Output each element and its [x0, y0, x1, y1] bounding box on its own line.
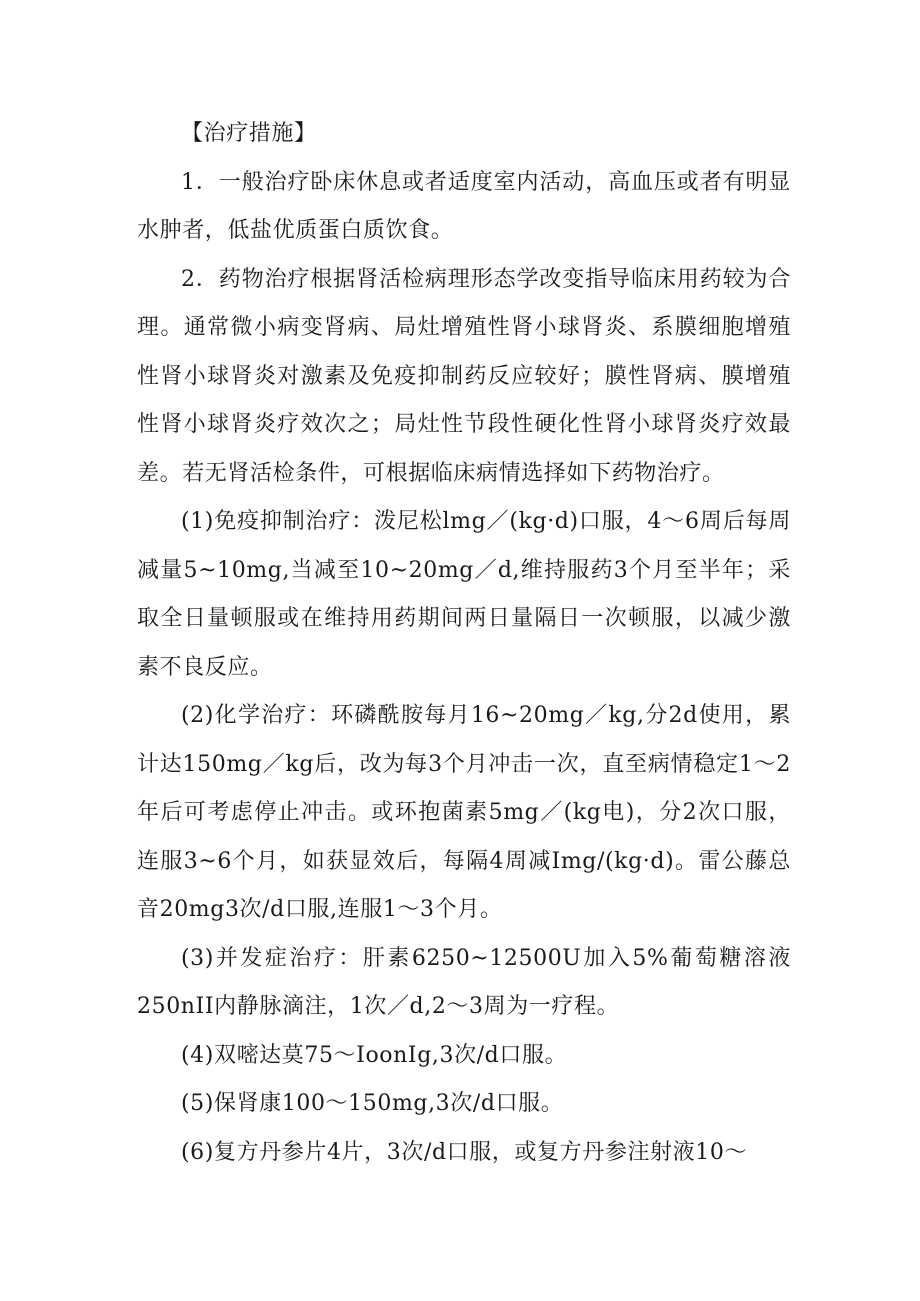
document-body [137, 110, 791, 1177]
paragraph-general-treatment: 1．一般治疗卧床休息或者适度室内活动，高血压或者有明显水肿者，低盐优质蛋白质饮食。 [137, 169, 791, 243]
paragraph-danshen: (6)复方丹参片4片，3次/d口服，或复方丹参注射液10～ [181, 1139, 748, 1165]
section-heading: 【治疗措施】 [181, 121, 317, 146]
paragraph-complications: (3)并发症治疗：肝素6250~12500U加入5%葡萄糖溶液250nII内静脉滴注，1次／d,2～3周为一疗程。 [137, 945, 791, 1019]
paragraph-dipyridamole: (4)双嘧达莫75～IoonIg,3次/d口服。 [181, 1042, 568, 1068]
paragraph-baoshenkang: (5)保肾康100～150mg,3次/d口服。 [181, 1091, 564, 1116]
paragraph-drug-treatment: 2．药物治疗根据肾活检病理形态学改变指导临床用药较为合理。通常微小病变肾病、局灶增殖性肾小球肾炎、系膜细胞增殖性肾小球肾炎对激素及免疫抑制药反应较好；膜性肾病、膜增殖性肾小球肾炎疗效次之；局灶性节段性硬化性肾小球肾炎疗效最差。若无肾活检条件，可根据临床病情选择如下药物治疗。 [137, 266, 791, 486]
paragraph-chemotherapy: (2)化学治疗：环磷酰胺每月16~20mg／kg,分2d使用，累计达150mg／kg后，改为每3个月冲击一次，直至病情稳定1～2年后可考虑停止冲击。或环抱菌素5mg／(kg电)，分2次口服，连服3~6个月，如获显效后，每隔4周减Img/(kg·d)。雷公藤总音20mg3次/d口服,连服1～3个月。 [137, 703, 791, 922]
paragraph-immunosuppression: (1)免疫抑制治疗：泼尼松lmg／(kg·d)口服，4～6周后每周减量5~10mg,当减至10~20mg／d,维持服药3个月至半年；采取全日量顿服或在维持用药期间两日量隔日一次顿服，以减少激素不良反应。 [137, 509, 791, 680]
